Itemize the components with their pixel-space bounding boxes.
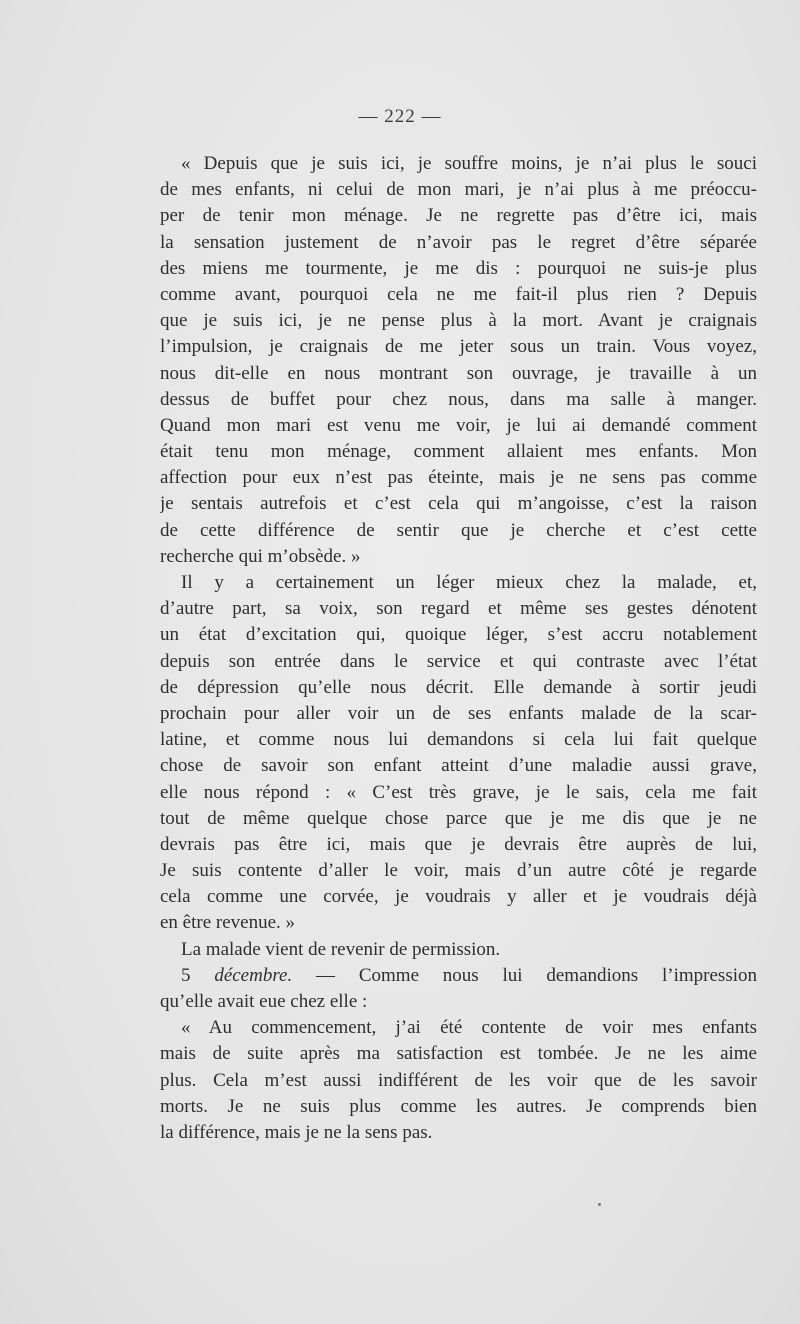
text-line: mais de suite après ma satisfaction est tombée. Je ne les aime [160, 1043, 757, 1065]
text-line: Je suis contente d’aller le voir, mais d’un autre côté je regarde [160, 860, 757, 882]
text-line: prochain pour aller voir un de ses enfants malade de la scar- [160, 702, 757, 724]
text-line: nous dit-elle en nous montrant son ouvrage, je travaille à un [160, 362, 757, 384]
text-line: Il y a certainement un léger mieux chez la malade, et, [181, 572, 757, 593]
text-line: elle nous répond : « C’est très grave, je le sais, cela me fait [160, 781, 757, 803]
text-line: de cette différence de sentir que je cherche et c’est cette [160, 519, 757, 541]
text-line: dessus de buffet pour chez nous, dans ma salle à manger. [160, 388, 757, 410]
text-line: la sensation justement de n’avoir pas le regret d’être séparée [160, 231, 757, 253]
date-italic: décembre. [214, 964, 293, 986]
text-line: « Au commencement, j’ai été contente de voir mes enfants [181, 1017, 757, 1039]
text-line: recherche qui m’obsède. » [160, 545, 361, 567]
text-line: morts. Je ne suis plus comme les autres. Je comprends bien [160, 1095, 757, 1117]
text-line: Quand mon mari est venu me voir, je lui ai demandé comment [160, 414, 757, 436]
text-line: l’impulsion, je craignais de me jeter sous un train. Vous voyez, [160, 336, 757, 358]
text-line: des miens me tourmente, je me dis : pourquoi ne suis-je plus [160, 257, 757, 279]
text-line: la différence, mais je ne la sens pas. [160, 1121, 433, 1143]
text-line: cela comme une corvée, je voudrais y aller et je voudrais déjà [160, 886, 757, 908]
text-line: un état d’excitation qui, quoique léger, s’est accru notablement [160, 624, 757, 646]
print-speck [598, 1203, 601, 1206]
text-line: per de tenir mon ménage. Je ne regrette pas d’être ici, mais [160, 205, 757, 227]
text-line: chose de savoir son enfant atteint d’une maladie aussi grave, [160, 755, 757, 777]
text-line: plus. Cela m’est aussi indifférent de les voir que de les savoir [160, 1069, 757, 1091]
text-line: de dépression qu’elle nous décrit. Elle demande à sortir jeudi [160, 676, 757, 698]
text-line: affection pour eux n’est pas éteinte, mais je ne sens pas comme [160, 467, 757, 489]
text-line: tout de même quelque chose parce que je me dis que je ne [160, 807, 757, 829]
text-line: de mes enfants, ni celui de mon mari, je n’ai plus à me préoccu- [160, 179, 757, 201]
text-line: en être revenue. » [160, 912, 296, 934]
text-line: que je suis ici, je ne pense plus à la mort. Avant je craignais [160, 310, 757, 332]
text-line: 5 décembre. — Comme nous lui demandions l’impression [181, 964, 757, 986]
text-line: La malade vient de revenir de permission. [181, 938, 501, 960]
text-line: je sentais autrefois et c’est cela qui m’angoisse, c’est la raison [160, 493, 757, 515]
text-line: comme avant, pourquoi cela ne me fait-il plus rien ? Depuis [160, 283, 757, 305]
text-line: qu’elle avait eue chez elle : [160, 991, 368, 1012]
text-line: était tenu mon ménage, comment allaient mes enfants. Mon [160, 441, 757, 463]
text-line: devrais pas être ici, mais que je devrais être auprès de lui, [160, 833, 757, 855]
text-line: depuis son entrée dans le service et qui contraste avec l’état [160, 650, 757, 672]
text-line: d’autre part, sa voix, son regard et même ses gestes dénotent [160, 598, 757, 620]
body-text [160, 151, 757, 1146]
text-line: « Depuis que je suis ici, je souffre moins, je n’ai plus le souci [181, 153, 757, 174]
page-number: — 222 — [358, 106, 442, 127]
text-line: latine, et comme nous lui demandons si cela lui fait quelque [160, 729, 757, 751]
